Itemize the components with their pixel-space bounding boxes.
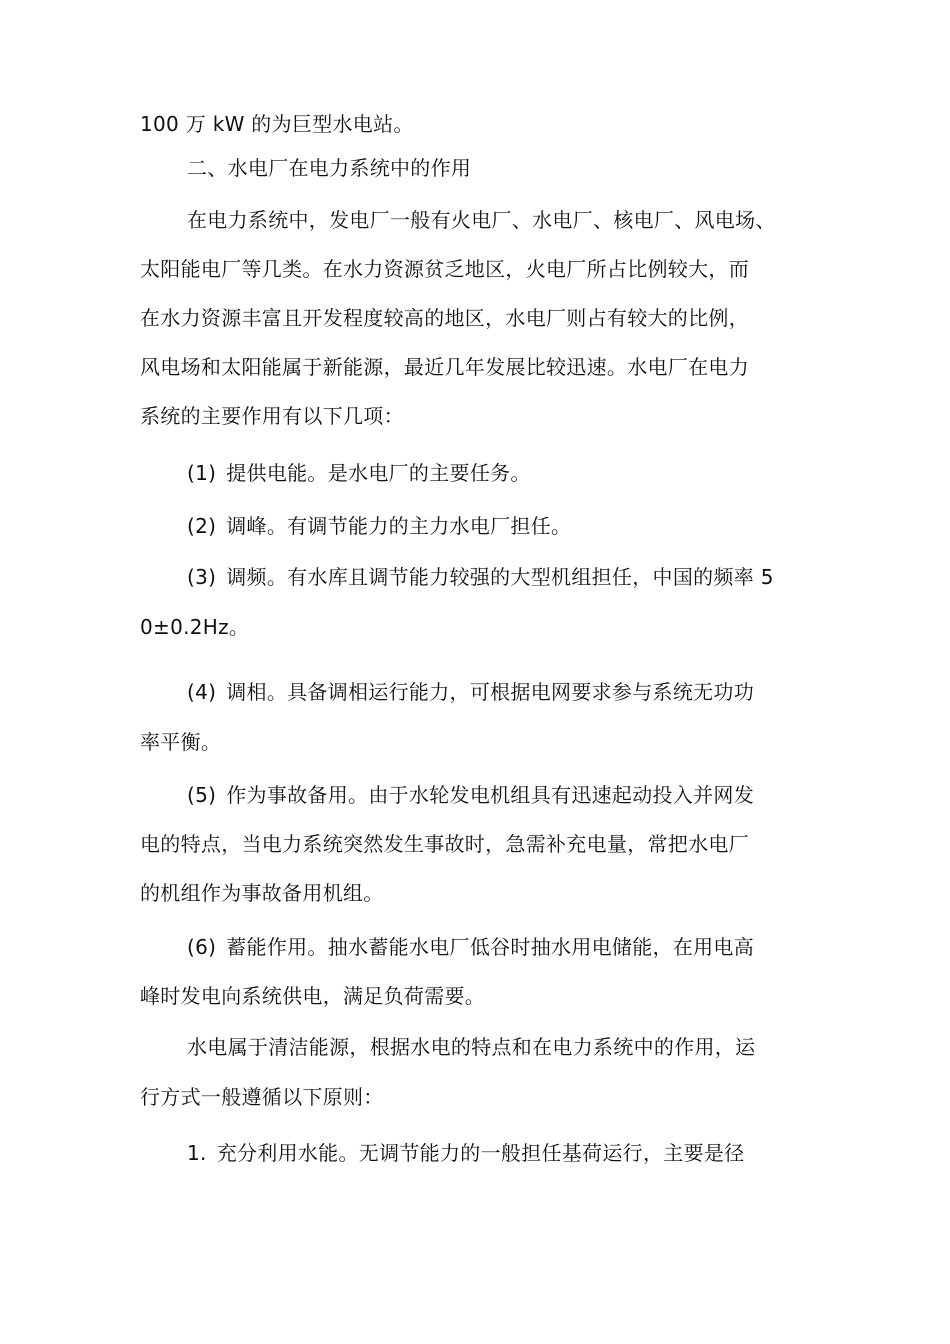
role-item-5 (187, 782, 754, 808)
role-number: (2) (187, 514, 217, 538)
role-item-1 (187, 460, 531, 486)
role-item-3-continuation: 0±0.2Hz。 (140, 615, 250, 639)
paragraph1-line-1: 在电力系统中，发电厂一般有火电厂、水电厂、核电厂、风电场、 (187, 208, 776, 232)
principle-text: 充分利用水能。无调节能力的一般担任基荷运行，主要是径 (216, 1141, 745, 1165)
role-text: 调峰。有调节能力的主力水电厂担任。 (226, 514, 572, 538)
role-number: (6) (187, 935, 217, 959)
role-number: (3) (187, 565, 217, 589)
role-text: 调频。有水库且调节能力较强的大型机组担任，中国的频率 5 (226, 565, 774, 589)
role-item-2 (187, 513, 571, 539)
principle-item-1 (187, 1140, 745, 1166)
paragraph1-line-3: 在水力资源丰富且开发程度较高的地区，水电厂则占有较大的比例， (140, 306, 749, 330)
paragraph1-line-4: 风电场和太阳能属于新能源，最近几年发展比较迅速。水电厂在电力 (140, 355, 749, 379)
role-text: 作为事故备用。由于水轮发电机组具有迅速起动投入并网发 (226, 783, 755, 807)
role-item-4-continuation: 率平衡。 (140, 730, 222, 754)
role-item-4 (187, 679, 754, 705)
role-text: 调相。具备调相运行能力，可根据电网要求参与系统无功功 (226, 680, 755, 704)
section-heading: 二、水电厂在电力系统中的作用 (187, 156, 472, 180)
paragraph2-line-2: 行方式一般遵循以下原则： (140, 1085, 384, 1109)
role-item-6 (187, 934, 754, 960)
role-item-3 (187, 564, 774, 590)
role-number: (1) (187, 461, 217, 485)
role-number: (4) (187, 680, 217, 704)
intro-tail-line: 100 万 kW 的为巨型水电站。 (140, 112, 414, 136)
principle-number: 1. (187, 1141, 207, 1165)
paragraph1-line-2: 太阳能电厂等几类。在水力资源贫乏地区，火电厂所占比例较大，而 (140, 257, 749, 281)
role-text: 蓄能作用。抽水蓄能水电厂低谷时抽水用电储能，在用电高 (226, 935, 755, 959)
role-item-6-continuation: 峰时发电向系统供电，满足负荷需要。 (140, 984, 486, 1008)
paragraph2-line-1: 水电属于清洁能源，根据水电的特点和在电力系统中的作用，运 (187, 1035, 756, 1059)
role-number: (5) (187, 783, 217, 807)
role-item-5-continuation-2: 的机组作为事故备用机组。 (140, 881, 384, 905)
role-text: 提供电能。是水电厂的主要任务。 (226, 461, 531, 485)
role-item-5-continuation-1: 电的特点，当电力系统突然发生事故时，急需补充电量，常把水电厂 (140, 832, 749, 856)
paragraph1-line-5: 系统的主要作用有以下几项： (140, 404, 404, 428)
